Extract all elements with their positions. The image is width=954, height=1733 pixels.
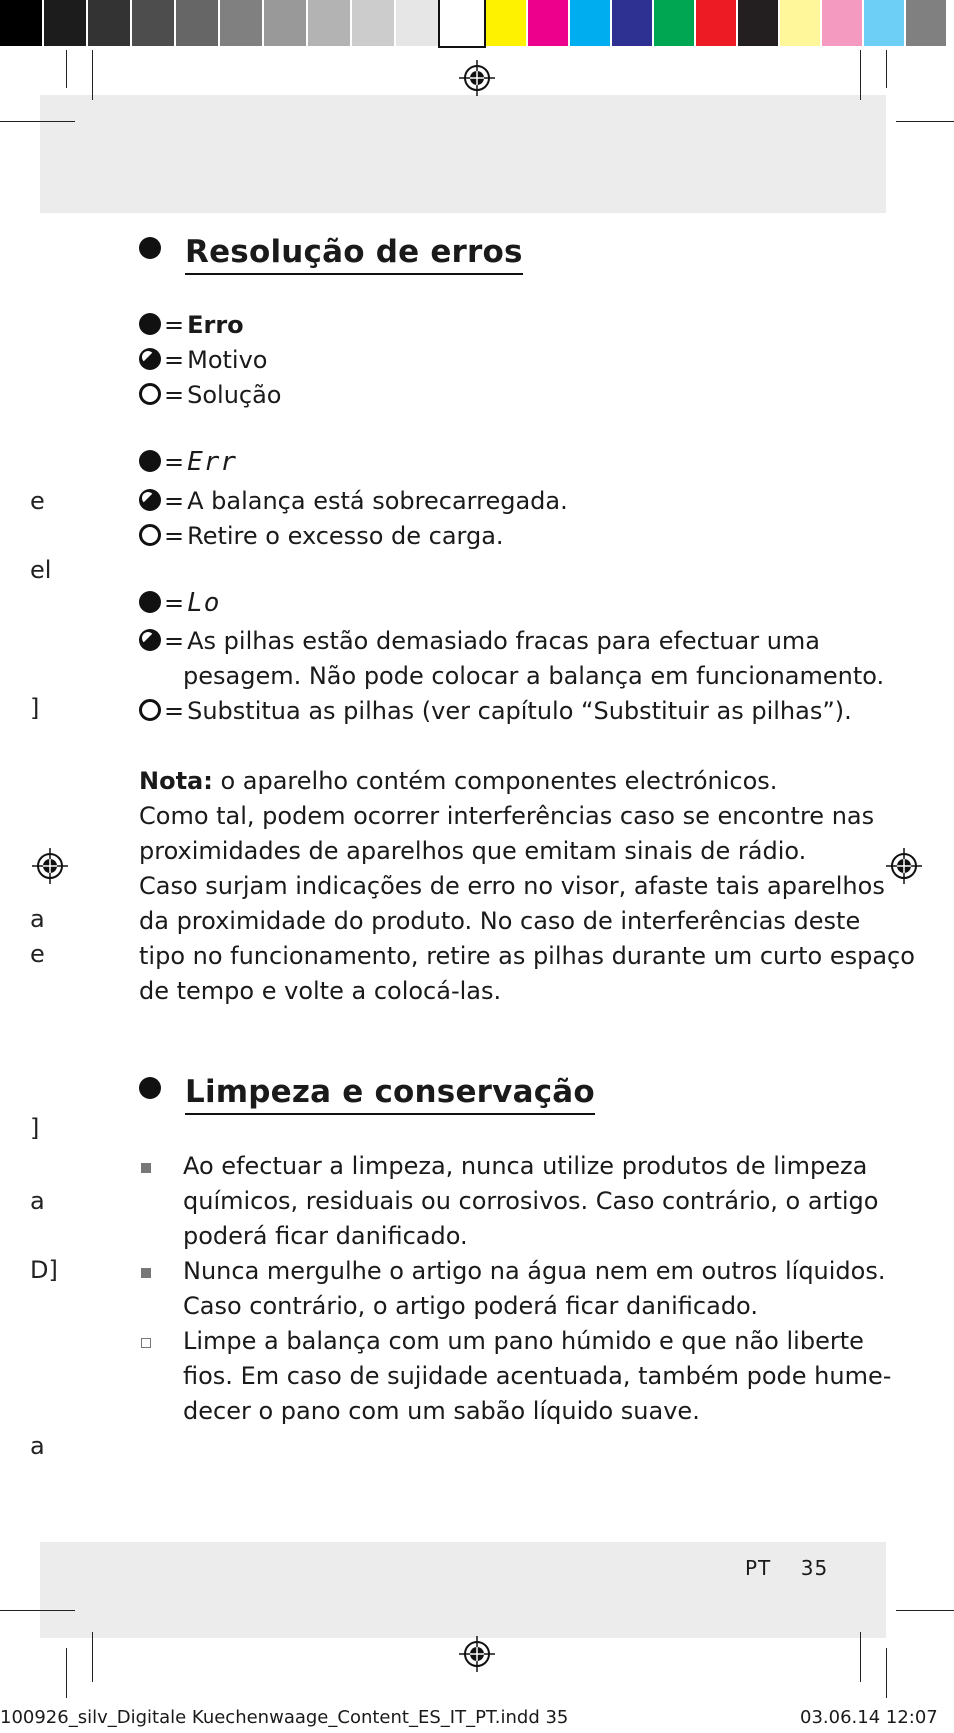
color-swatch [570, 0, 612, 46]
note-label: Nota: [139, 767, 213, 795]
list-item-line: decer o pano com um sabão líquido suave. [183, 1397, 700, 1425]
bullet-square-open-icon [141, 1338, 151, 1348]
color-swatch [88, 0, 132, 46]
list-item-line: poderá ficar danificado. [183, 1222, 468, 1250]
crop-mark [860, 50, 861, 100]
heading-text: Limpeza e conservação [185, 1074, 595, 1115]
registration-mark-icon [459, 1636, 495, 1672]
lcd-code-lo: Lo [187, 588, 221, 618]
crop-mark [896, 121, 954, 122]
bullet-square-icon [141, 1268, 151, 1278]
bullet-square-icon [141, 1163, 151, 1173]
slug-date: 03.06.14 12:07 [800, 1707, 938, 1728]
crop-mark [92, 1632, 93, 1682]
solution-symbol-icon [139, 383, 161, 405]
footer-language: PT [745, 1556, 772, 1580]
lo-solution: Substitua as pilhas (ver capítulo “Substituir as pilhas”). [187, 697, 852, 725]
color-swatch [528, 0, 570, 46]
edge-mark: a [30, 905, 45, 933]
note-line: de tempo e volte a colocá-las. [139, 977, 502, 1005]
heading-bullet-icon [139, 1077, 161, 1099]
error-symbol-icon [139, 313, 161, 335]
crop-mark [66, 1648, 67, 1698]
lo-code-line: = Lo [139, 586, 220, 621]
lo-reason: As pilhas estão demasiado fracas para efectuar uma [187, 627, 820, 655]
legend-error: = Erro [139, 308, 244, 343]
crop-mark [0, 121, 75, 122]
legend-label: Motivo [187, 346, 268, 374]
crop-mark [92, 50, 93, 100]
color-swatch [132, 0, 176, 46]
heading-text: Resolução de erros [185, 234, 523, 275]
color-swatch [864, 0, 906, 46]
crop-mark [66, 50, 67, 88]
note-line: da proximidade do produto. No caso de interferências deste [139, 907, 861, 935]
color-swatch [906, 0, 948, 46]
list-item-line: Caso contrário, o artigo poderá ficar danificado. [183, 1292, 758, 1320]
note-line: tipo no funcionamento, retire as pilhas durante um curto espaço [139, 942, 915, 970]
error-symbol-icon [139, 591, 161, 613]
color-swatch [612, 0, 654, 46]
edge-mark: D] [30, 1256, 58, 1284]
color-swatch [220, 0, 264, 46]
legend-solution: = Solução [139, 378, 282, 413]
edge-mark: e [30, 940, 45, 968]
crop-mark [896, 1610, 954, 1611]
color-swatch [396, 0, 440, 46]
color-swatch [822, 0, 864, 46]
heading-bullet-icon [139, 237, 161, 259]
crop-mark [886, 1648, 887, 1698]
list-item-line: Nunca mergulhe o artigo na água nem em outros líquidos. [183, 1257, 886, 1285]
color-swatch [440, 0, 484, 46]
process-color-bar [486, 0, 948, 46]
section-heading-troubleshooting [139, 234, 523, 270]
note-line: proximidades de aparelhos que emitam sinais de rádio. [139, 837, 807, 865]
color-swatch [486, 0, 528, 46]
list-item-line: fios. Em caso de sujidade acentuada, também pode hume- [183, 1362, 892, 1390]
err-solution: Retire o excesso de carga. [187, 522, 504, 550]
solution-symbol-icon [139, 699, 161, 721]
page-footer [745, 1556, 828, 1580]
color-swatch [0, 0, 44, 46]
page-number: 35 [800, 1556, 829, 1580]
grayscale-color-bar [0, 0, 484, 46]
color-swatch [176, 0, 220, 46]
list-item-line: químicos, residuais ou corrosivos. Caso contrário, o artigo [183, 1187, 879, 1215]
color-swatch [654, 0, 696, 46]
legend-label: Erro [187, 311, 244, 339]
err-reason: A balança está sobrecarregada. [187, 487, 568, 515]
registration-mark-icon [459, 60, 495, 96]
reason-symbol-icon [139, 348, 161, 370]
edge-mark: ] [30, 694, 40, 722]
lo-reason-line: = As pilhas estão demasiado fracas para efectuar uma [139, 624, 820, 659]
header-band [40, 95, 886, 213]
slug-filename: 100926_silv_Digitale Kuechenwaage_Content_ES_IT_PT.indd 35 [0, 1707, 569, 1728]
err-solution-line: = Retire o excesso de carga. [139, 519, 504, 554]
color-swatch [264, 0, 308, 46]
lo-reason-cont: pesagem. Não pode colocar a balança em funcionamento. [183, 662, 885, 690]
note-line: Nota: o aparelho contém componentes electrónicos. [139, 767, 778, 795]
solution-symbol-icon [139, 524, 161, 546]
edge-mark: el [30, 556, 52, 584]
edge-mark: a [30, 1187, 45, 1215]
lo-solution-line: = Substitua as pilhas (ver capítulo “Substituir as pilhas”). [139, 694, 852, 729]
crop-mark [886, 50, 887, 88]
note-line: Caso surjam indicações de erro no visor, afaste tais aparelhos [139, 872, 885, 900]
legend-reason: = Motivo [139, 343, 267, 378]
err-code-line: = Err [139, 445, 237, 480]
error-symbol-icon [139, 450, 161, 472]
reason-symbol-icon [139, 629, 161, 651]
registration-mark-icon [32, 848, 68, 884]
color-swatch [696, 0, 738, 46]
color-swatch [780, 0, 822, 46]
color-swatch [44, 0, 88, 46]
color-swatch [352, 0, 396, 46]
note-line: Como tal, podem ocorrer interferências caso se encontre nas [139, 802, 875, 830]
err-reason-line: = A balança está sobrecarregada. [139, 484, 568, 519]
crop-mark [0, 1610, 75, 1611]
reason-symbol-icon [139, 489, 161, 511]
list-item-line: Ao efectuar a limpeza, nunca utilize produtos de limpeza [183, 1152, 868, 1180]
edge-mark: a [30, 1432, 45, 1460]
crop-mark [860, 1632, 861, 1682]
lcd-code-err: Err [187, 447, 238, 477]
edge-mark: ] [30, 1114, 40, 1142]
section-heading-cleaning [139, 1074, 595, 1110]
list-item-line: Limpe a balança com um pano húmido e que não liberte [183, 1327, 864, 1355]
color-swatch [738, 0, 780, 46]
color-swatch [308, 0, 352, 46]
registration-mark-icon [886, 848, 922, 884]
legend-label: Solução [187, 381, 282, 409]
edge-mark: e [30, 487, 45, 515]
